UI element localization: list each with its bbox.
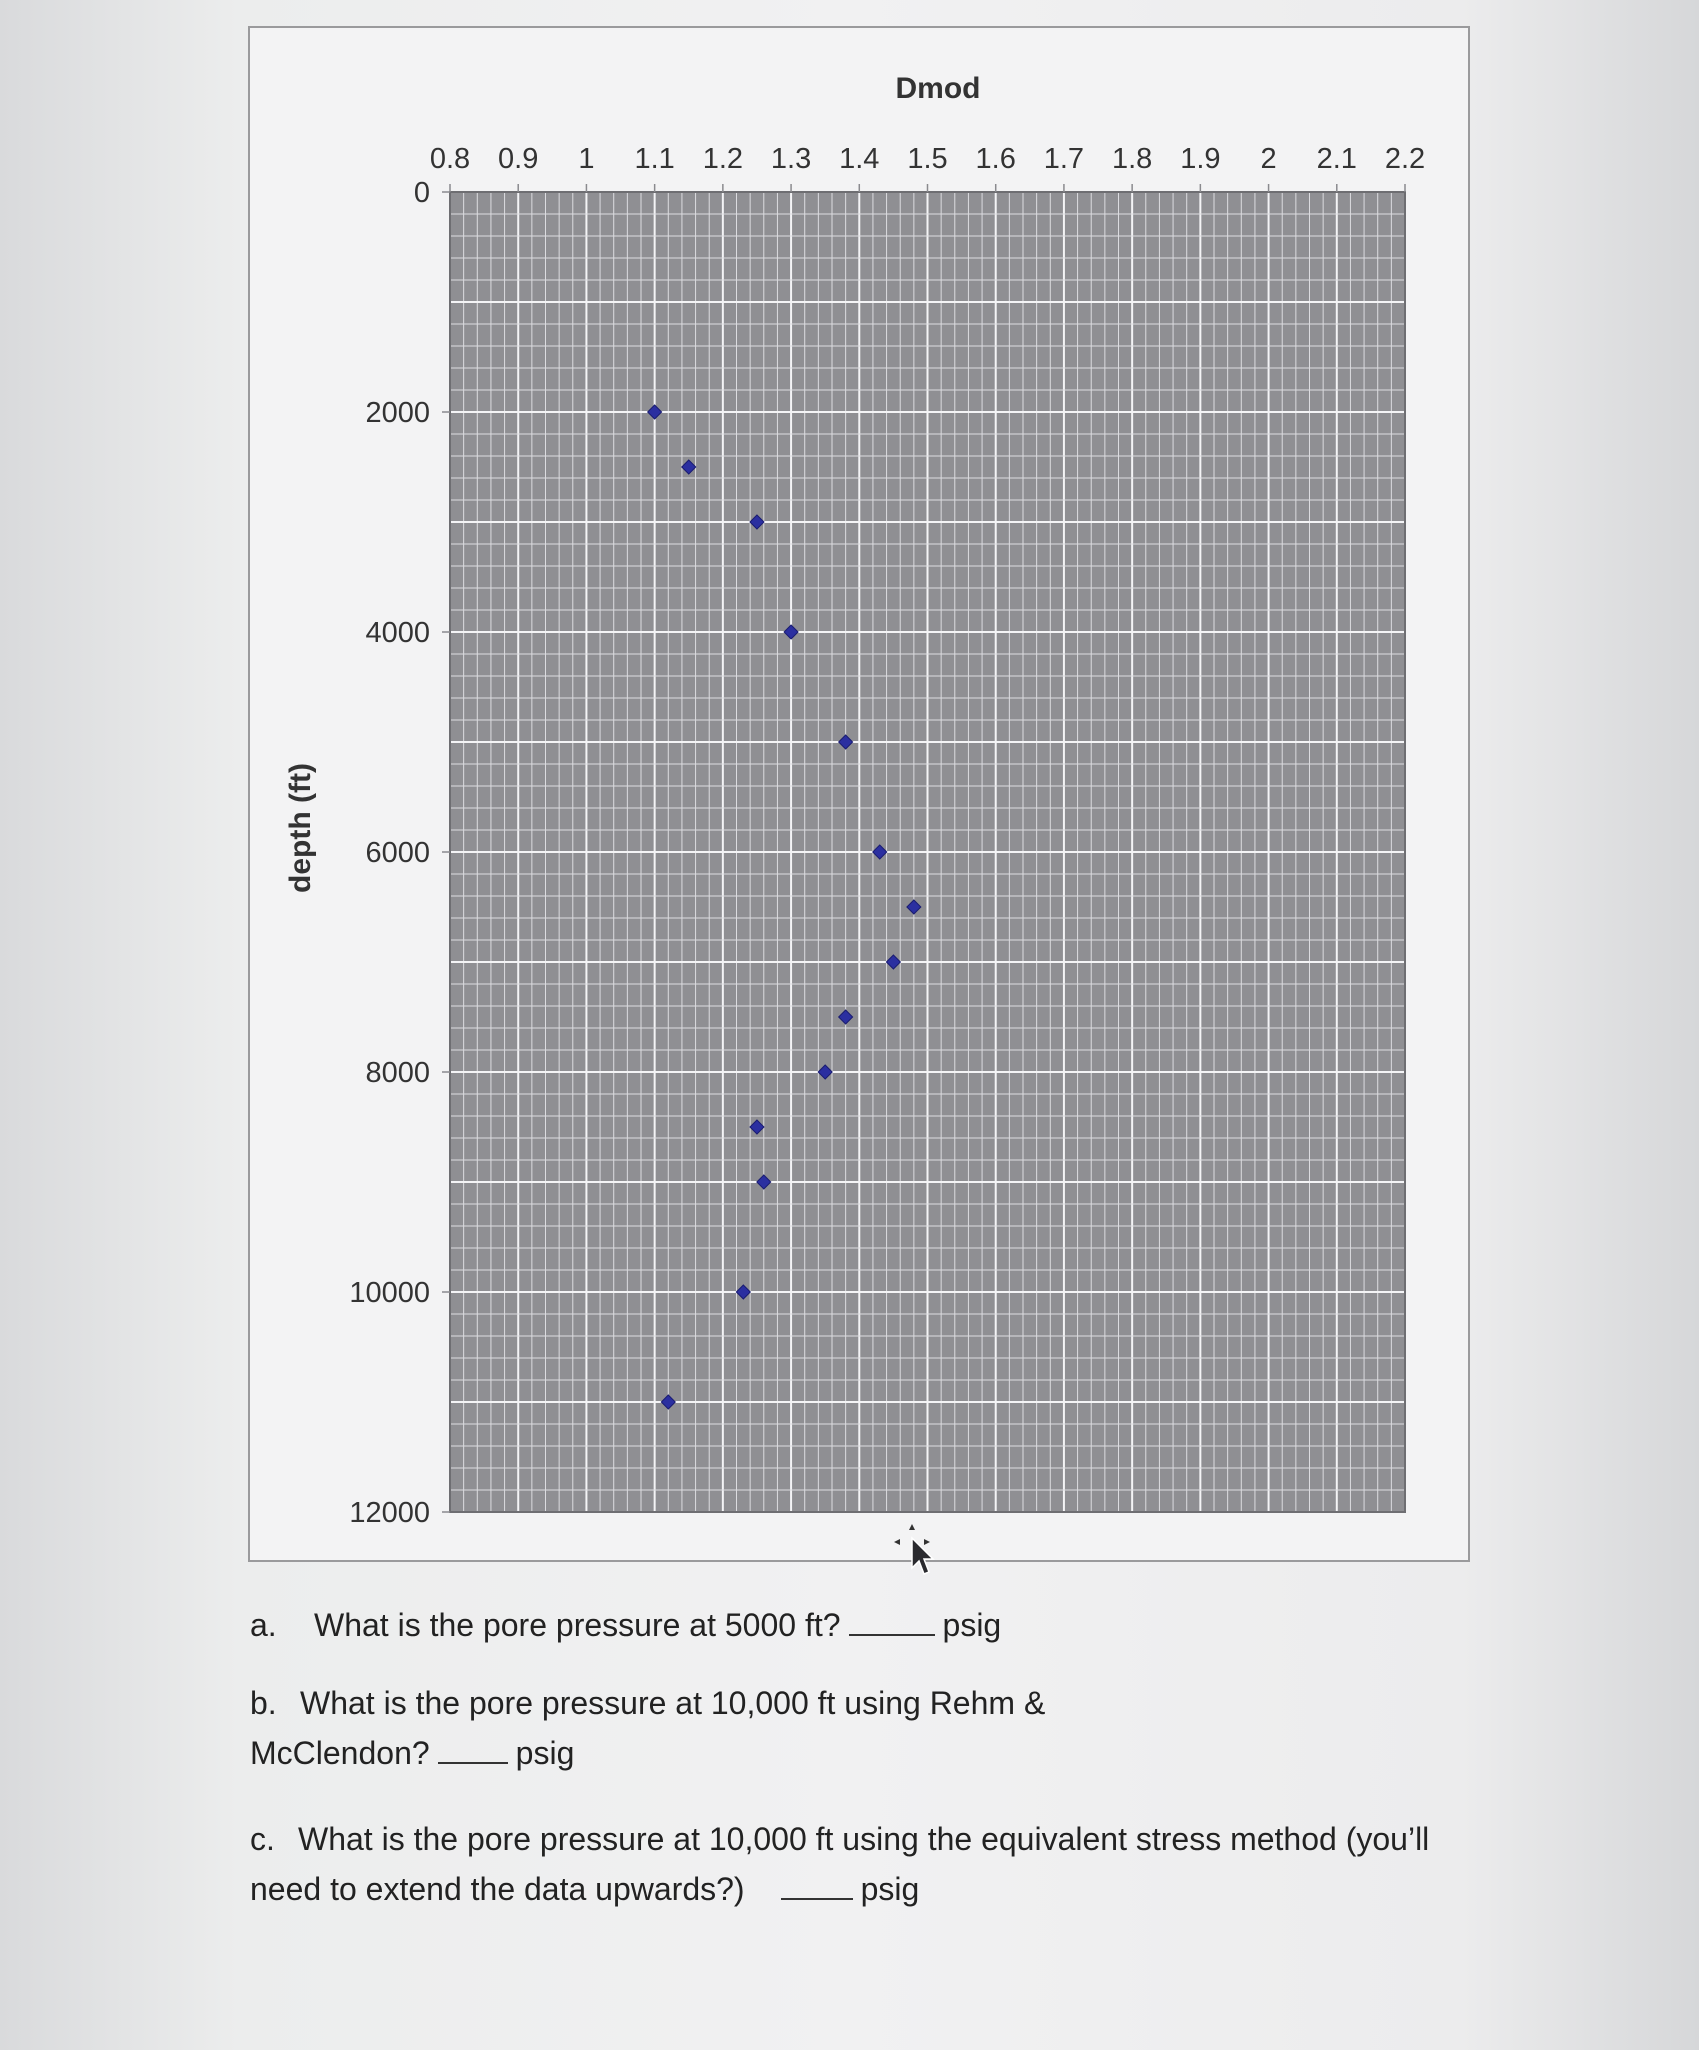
question-c-unit: psig	[860, 1871, 920, 1907]
grid-lines	[450, 192, 1405, 1512]
x-tick-label: 1.9	[1180, 143, 1221, 175]
move-cursor-icon	[888, 1520, 948, 1584]
question-c-text-continued: need to extend the data upwards?)	[250, 1871, 745, 1907]
x-tick-label: 1.4	[839, 143, 880, 175]
question-a	[250, 1600, 1001, 1650]
answer-blank-b[interactable]	[438, 1734, 508, 1764]
question-a-marker: a.	[250, 1607, 277, 1643]
x-tick-label: 1	[578, 143, 595, 175]
x-tick-label: 1.2	[702, 143, 744, 175]
answer-blank-c[interactable]	[781, 1870, 853, 1900]
y-axis-label: depth (ft)	[284, 763, 317, 893]
x-tick-label: 2.1	[1316, 143, 1357, 175]
x-tick-label: 1.1	[634, 143, 675, 175]
x-tick-label: 0.8	[429, 143, 471, 175]
question-b	[250, 1678, 1045, 1778]
y-tick-label: 6000	[365, 837, 430, 869]
y-tick-label: 0	[413, 177, 430, 209]
x-tick-label: 1.3	[770, 143, 812, 175]
question-a-unit: psig	[942, 1607, 1002, 1643]
y-tick-label: 10000	[349, 1277, 430, 1309]
x-tick-label: 2.2	[1384, 143, 1426, 175]
scatter-chart	[250, 28, 1472, 1564]
question-b-text: What is the pore pressure at 10,000 ft using Rehm &	[300, 1685, 1046, 1721]
y-tick-label: 12000	[349, 1497, 430, 1529]
x-tick-labels	[430, 143, 1425, 175]
y-tick-label: 4000	[365, 617, 430, 649]
x-tick-label: 0.9	[498, 143, 539, 175]
chart-title: Dmod	[895, 72, 981, 105]
y-tick-labels	[349, 177, 430, 1529]
x-tick-label: 1.5	[907, 143, 948, 175]
x-tick-label: 1.7	[1043, 143, 1085, 175]
answer-blank-a[interactable]	[849, 1606, 935, 1636]
y-tick-label: 8000	[365, 1057, 430, 1089]
question-c-marker: c.	[250, 1821, 275, 1857]
question-c	[250, 1814, 1429, 1914]
x-tick-label: 2	[1260, 143, 1277, 175]
y-tick-label: 2000	[365, 397, 430, 429]
question-c-text: What is the pore pressure at 10,000 ft using the equivalent stress method (you’ll	[298, 1821, 1430, 1857]
chart-frame	[248, 26, 1470, 1562]
question-a-text: What is the pore pressure at 5000 ft?	[314, 1607, 841, 1643]
question-b-marker: b.	[250, 1685, 277, 1721]
x-tick-label: 1.6	[975, 143, 1016, 175]
question-b-text-continued: McClendon?	[250, 1735, 430, 1771]
x-tick-label: 1.8	[1111, 143, 1153, 175]
question-b-unit: psig	[515, 1735, 575, 1771]
